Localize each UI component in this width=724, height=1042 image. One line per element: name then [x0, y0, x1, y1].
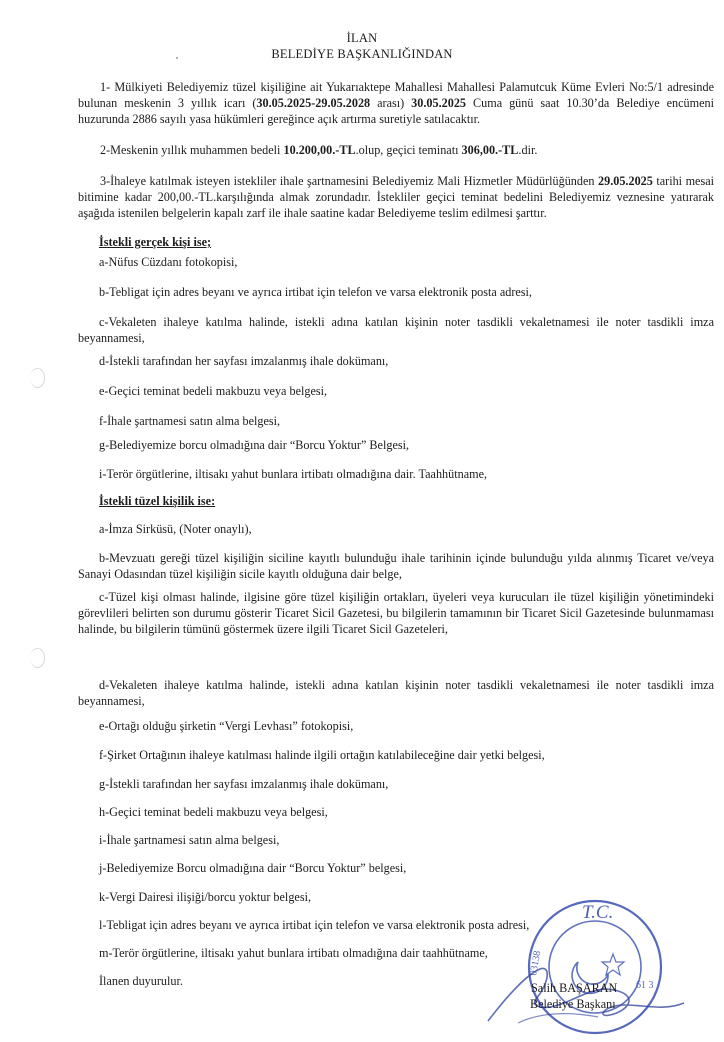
legal-item-e: e-Ortağı olduğu şirketin “Vergi Levhası” fotokopisi,	[99, 719, 354, 733]
legal-item-c: c-Tüzel kişi olması halinde, ilgisine göre tüzel kişiliğin ortakları, üyeleri veya kurucuları ile tüzel kişiliğin yönetimindeki görevlileri belirten son durumu gösterir Ticaret Sicil Gazetesi, bu bilgilerin tamamının bir Ticaret Sicil Gazetesinde bulunmaması halinde, bu bilgilerin tümünü göstermek üzere ilgili Ticaret Sicil Gazeteleri,	[78, 590, 714, 636]
real-item-b: b-Tebligat için adres beyanı ve ayrıca irtibat için telefon ve varsa elektronik posta adresi,	[99, 285, 532, 299]
notice-title: İLAN	[346, 31, 378, 45]
real-item-g: g-Belediyemize borcu olmadığına dair “Borcu Yoktur” Belgesi,	[99, 438, 410, 452]
punch-hole-mark	[30, 648, 45, 668]
real-item-d: d-İstekli tarafından her sayfası imzalanmış ihale dokümanı,	[99, 354, 389, 368]
p1-text-b: arası)	[370, 95, 412, 110]
paragraph-1	[78, 80, 714, 127]
p1-text-c: Cuma günü saat 10.30’da Belediye encümeni huzurunda 2886 sayılı yasa hükümleri gereğince açık artırma suretiyle satılacaktır.	[78, 95, 714, 126]
legal-item-h: h-Geçici teminat bedeli makbuzu veya belgesi,	[99, 805, 328, 819]
speck-mark	[176, 57, 178, 59]
signatory-name: Salih BAŞARAN	[531, 981, 618, 995]
p1-auction-date: 30.05.2025	[411, 95, 467, 110]
legal-item-l: l-Tebligat için adres beyanı ve ayrıca irtibat için telefon ve varsa elektronik posta adresi,	[99, 918, 530, 932]
paragraph-3	[78, 174, 714, 221]
legal-item-b: b-Mevzuatı gereği tüzel kişiliğin siciline kayıtlı bulunduğu ihale tarihinin içinde bulunduğu yılda alınmış Ticaret ve/veya Sanayi Odasından tüzel kişiliğin sicile kayıtlı olduğuna dair belge,	[78, 551, 714, 581]
p2-text-b: .olup, geçici teminatı	[355, 143, 462, 157]
closing-line: İlanen duyurulur.	[99, 974, 183, 988]
paragraph-2	[78, 143, 714, 159]
p1-lease-period: 30.05.2025-29.05.2028	[256, 95, 371, 110]
real-item-i: i-Terör örgütlerine, iltisakı yahut bunlara irtibatı olmadığına dair. Taahhütname,	[99, 467, 488, 481]
seal-right-text: 61 3	[636, 980, 654, 991]
legal-item-d: d-Vekaleten ihaleye katılma halinde, istekli adına katılan kişinin noter tasdikli vekaletnamesi ile noter tasdikli imza beyannamesi,	[78, 678, 714, 708]
seal-left-text: 03138	[528, 949, 544, 977]
p3-deadline-date: 29.05.2025	[598, 174, 653, 188]
real-item-a: a-Nüfus Cüzdanı fotokopisi,	[99, 255, 238, 269]
p3-text-a: 3-İhaleye katılmak isteyen istekliler ihale şartnamesini Belediyemiz Mali Hizmetler Müdürlüğünden	[100, 174, 598, 188]
p2-text-c: .dir.	[518, 143, 538, 157]
section-real-person-heading: İstekli gerçek kişi ise;	[99, 235, 212, 249]
p2-estimated-price: 10.200,00.-TL	[283, 143, 356, 157]
punch-hole-mark	[30, 368, 45, 388]
legal-item-g: g-İstekli tarafından her sayfası imzalanmış ihale dokümanı,	[99, 777, 389, 791]
section-legal-entity-heading: İstekli tüzel kişilik ise:	[99, 494, 216, 508]
legal-item-j: j-Belediyemize Borcu olmadığına dair “Borcu Yoktur” belgesi,	[99, 861, 407, 875]
legal-item-k: k-Vergi Dairesi ilişiği/borcu yoktur belgesi,	[99, 890, 312, 904]
notice-subtitle: BELEDİYE BAŞKANLIĞINDAN	[271, 47, 453, 61]
p1-text-a: 1- Mülkiyeti Belediyemiz tüzel kişiliğine ait Yukarıaktepe Mahallesi Mahallesi Palamutcuk Küme Evleri No:5/1 adresinde bulunan meskenin 3 yıllık icarı (	[78, 80, 714, 110]
p2-deposit: 306,00.-TL	[461, 143, 519, 157]
legal-item-a: a-İmza Sirküsü, (Noter onaylı),	[99, 522, 252, 536]
real-item-f: f-İhale şartnamesi satın alma belgesi,	[99, 414, 281, 428]
real-item-c: c-Vekaleten ihaleye katılma halinde, istekli adına katılan kişinin noter tasdikli vekaletnamesi ile noter tasdikli imza beyannamesi,	[78, 315, 714, 345]
legal-item-i: i-İhale şartnamesi satın alma belgesi,	[99, 833, 280, 847]
signatory-title: Belediye Başkanı	[530, 997, 616, 1011]
real-item-e: e-Geçici teminat bedeli makbuzu veya belgesi,	[99, 384, 328, 398]
p2-text-a: 2-Meskenin yıllık muhammen bedeli	[100, 143, 284, 157]
legal-item-m: m-Terör örgütlerine, iltisakı yahut bunlara irtibatı olmadığına dair taahhütname,	[99, 946, 488, 960]
seal-top-text: T.C.	[582, 902, 614, 923]
legal-item-f: f-Şirket Ortağının ihaleye katılması halinde ilgili ortağın katılabileceğine dair yetki belgesi,	[99, 748, 545, 762]
p3-text-b: tarihi mesai bitimine kadar 200,00.-TL.karşılığında almak zorundadır. İstekliler geçici teminat bedelini Belediyemiz veznesine yatırarak aşağıda istenilen belgelerin kapalı zarf ile ihale saatine kadar Belediyeme teslim edilmesi şarttır.	[78, 174, 714, 220]
